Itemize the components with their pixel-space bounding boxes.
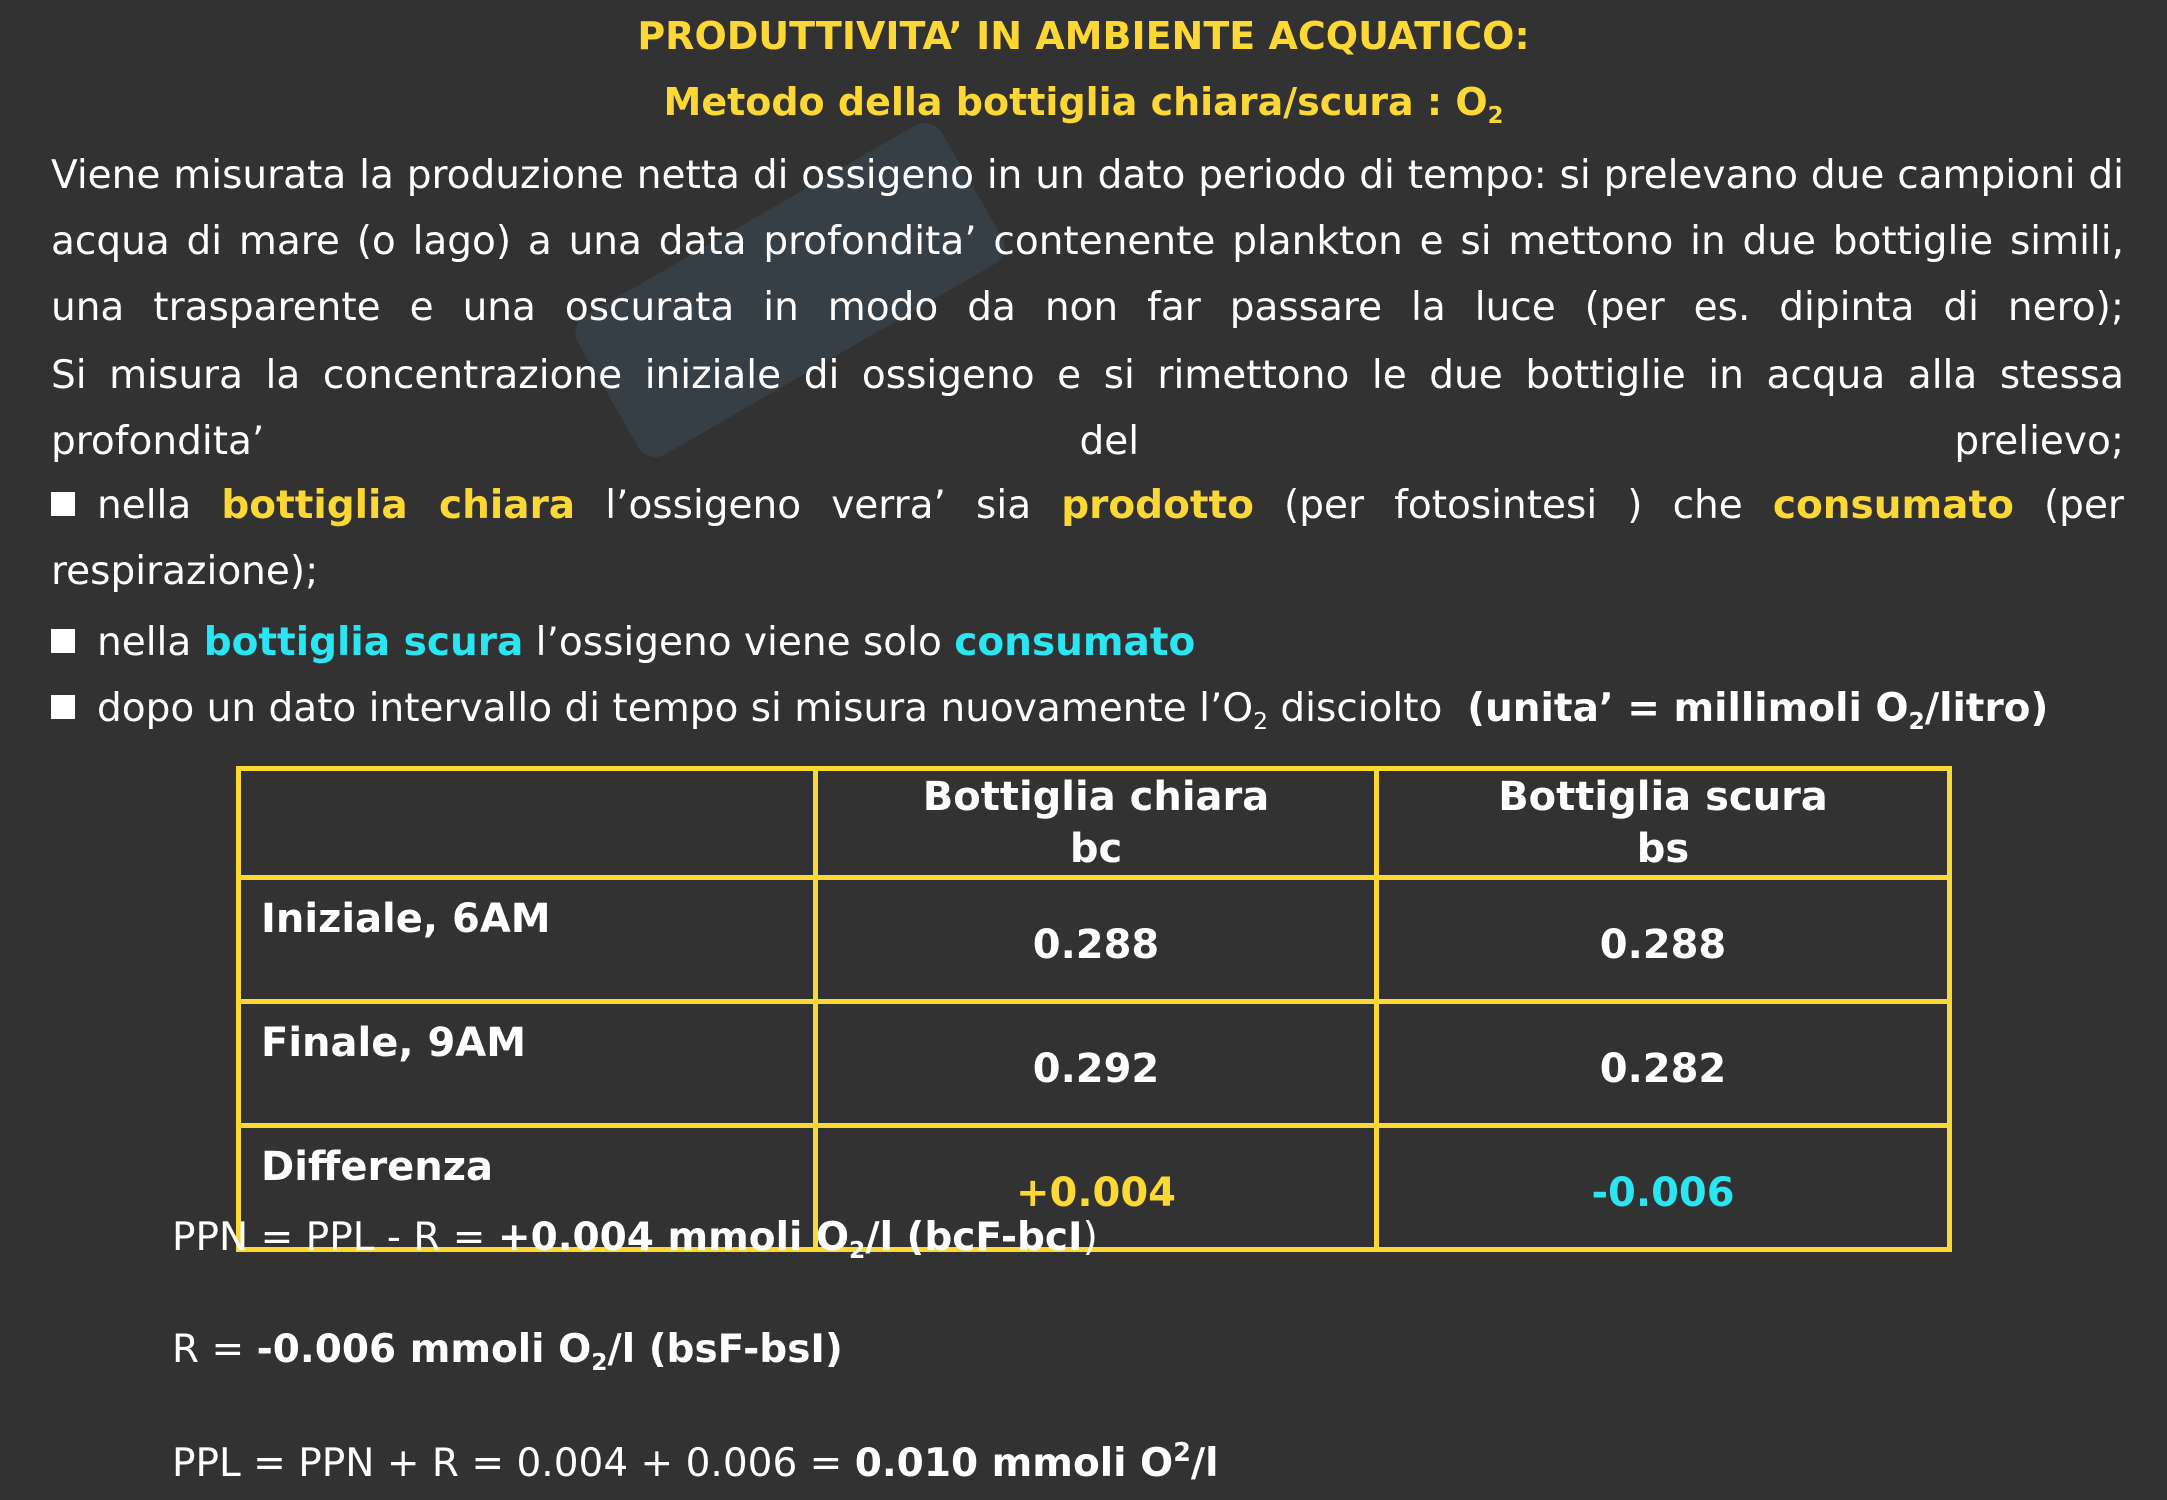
bullet-square-icon [51, 695, 75, 719]
cell-bc: 0.292 [816, 1002, 1377, 1126]
row-label: Differenza [239, 1126, 816, 1250]
cell-bc: 0.288 [816, 878, 1377, 1002]
table-row [239, 878, 1950, 1002]
bullet-misura-finale: dopo un dato intervallo di tempo si misura nuovamente $l’O_2$ disciolto (unita’ = millimoli $O_2/litro$) [51, 676, 2048, 754]
row-label: Iniziale, 6AM [239, 878, 816, 1002]
formula-r: R = -0.006 mmoli $O_2/l$ (bsF-bsI) [172, 1327, 843, 1377]
slide-title: PRODUTTIVITA’ IN AMBIENTE ACQUATICO: [637, 14, 1530, 58]
cell-bc: +0.004 [816, 1126, 1377, 1250]
slide-subtitle: Metodo della bottiglia chiara/scura : $O_2$ [663, 80, 1504, 129]
table-header-bc: Bottiglia chiara bc [816, 769, 1377, 878]
intro-paragraph: Viene misurata la produzione netta di ossigeno in un dato periodo di tempo: si prelevano due campioni di acqua di mare (o lago) a una data profondita’ contenente plankton e si mettono in due bottiglie simili, una trasparente e una oscurata in modo da non far passare la luce (per es. dipinta di nero); [51, 153, 2124, 330]
bullet-bottiglia-scura: nella bottiglia scura l’ossigeno viene solo consumato [51, 610, 1195, 676]
table-header-bs: Bottiglia scura bs [1377, 769, 1950, 878]
row-label: Finale, 9AM [239, 1002, 816, 1126]
formula-ppl: PPL = PPN + R = 0.004 + 0.006 = 0.010 mmoli $O^2/l$ [172, 1436, 1219, 1486]
second-paragraph: Si misura la concentrazione iniziale di ossigeno e si rimettono le due bottiglie in acqua alla stessa profondita’ del prelievo; [51, 353, 2124, 464]
oxygen-data-table [236, 766, 1952, 1252]
cell-bs: 0.288 [1377, 878, 1950, 1002]
cell-bs: 0.282 [1377, 1002, 1950, 1126]
formula-ppn: PPN = PPL - R = +0.004 mmoli $O_2/l$ (bcF-bcI) [172, 1215, 1098, 1265]
bullet-bottiglia-chiara: nella bottiglia chiara l’ossigeno verra’ sia prodotto (per fotosintesi ) che consumato (per respirazione); [51, 483, 2124, 594]
table-row [239, 1002, 1950, 1126]
table-header-row [239, 769, 1950, 878]
bullet-square-icon [51, 492, 75, 516]
table-header-empty [239, 769, 816, 878]
cell-bs: -0.006 [1377, 1126, 1950, 1250]
bullet-square-icon [51, 629, 75, 653]
